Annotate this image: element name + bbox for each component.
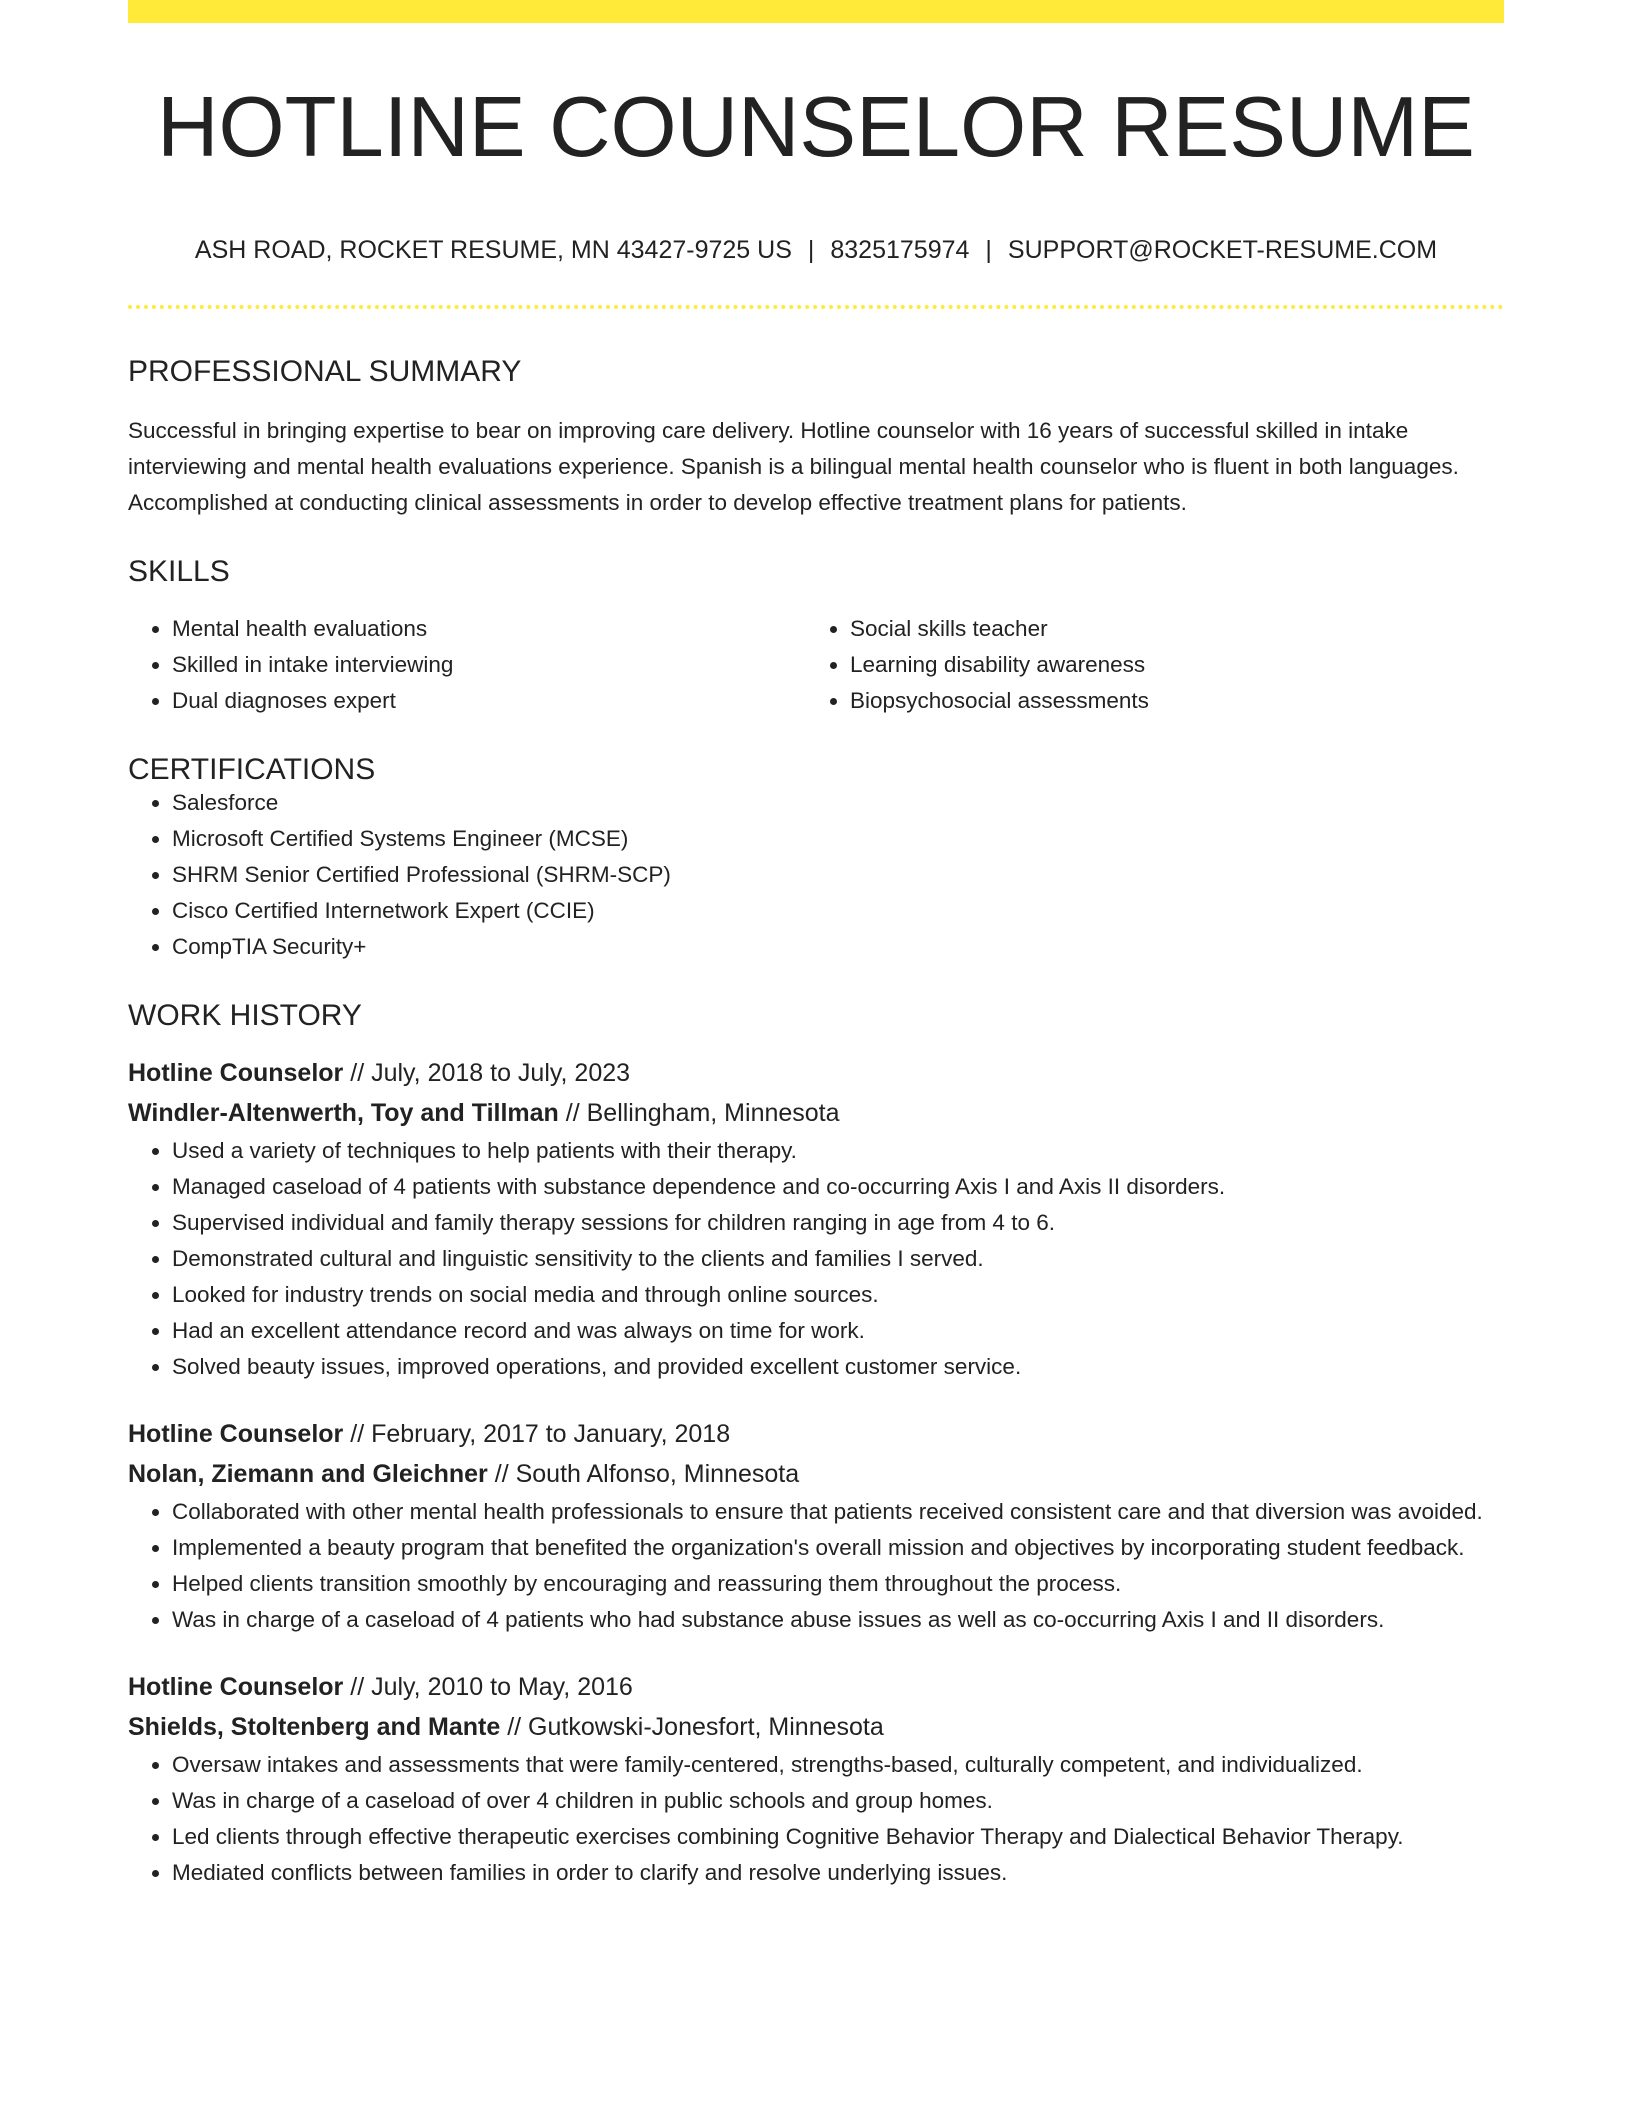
skills-heading: SKILLS: [128, 555, 230, 588]
job-role: Hotline Counselor: [128, 1673, 344, 1701]
job-role: Hotline Counselor: [128, 1059, 344, 1087]
skill-item: • Skilled in intake interviewing: [172, 647, 806, 683]
job-company: Windler-Altenwerth, Toy and Tillman: [128, 1099, 559, 1127]
job-title-line: [128, 1667, 1504, 1707]
job-bullet: • Led clients through effective therapeutic exercises combining Cognitive Behavior Therapy and Dialectical Behavior Therapy.: [172, 1819, 1504, 1855]
job-company-line: [128, 1707, 1504, 1747]
skill-item: • Mental health evaluations: [172, 611, 806, 647]
dotted-divider: [128, 305, 1504, 309]
job-title-line: [128, 1414, 1504, 1454]
contact-line: [128, 238, 1504, 263]
work-history-heading: WORK HISTORY: [128, 999, 362, 1032]
job-bullet: • Looked for industry trends on social media and through online sources.: [172, 1277, 1504, 1313]
job-bullet: • Solved beauty issues, improved operations, and provided excellent customer service.: [172, 1349, 1504, 1385]
contact-separator: |: [807, 236, 815, 264]
job-bullet: • Managed caseload of 4 patients with substance dependence and co-occurring Axis I and Axis II disorders.: [172, 1169, 1504, 1205]
job-company: Shields, Stoltenberg and Mante: [128, 1713, 501, 1741]
job-title-line: [128, 1053, 1504, 1093]
skill-item: • Biopsychosocial assessments: [850, 683, 1484, 719]
certification-item: • Microsoft Certified Systems Engineer (MCSE): [172, 821, 1504, 857]
certification-item: • SHRM Senior Certified Professional (SHRM-SCP): [172, 857, 1504, 893]
job-location: // Gutkowski-Jonesfort, Minnesota: [500, 1713, 884, 1741]
certification-item: • CompTIA Security+: [172, 929, 1504, 965]
job-dates: // July, 2010 to May, 2016: [343, 1673, 633, 1701]
job-dates: // February, 2017 to January, 2018: [343, 1420, 731, 1448]
job-bullets: [128, 1133, 1504, 1385]
skills-column-right: [806, 611, 1484, 719]
resume-page: [128, 0, 1504, 1891]
contact-separator: |: [985, 236, 992, 264]
resume-title: HOTLINE COUNSELOR RESUME: [157, 80, 1475, 175]
certification-item: • Salesforce: [172, 785, 1504, 821]
job-bullet: • Helped clients transition smoothly by encouraging and reassuring them throughout the process.: [172, 1566, 1504, 1602]
job-company-line: [128, 1093, 1504, 1133]
job-bullet: • Supervised individual and family therapy sessions for children ranging in age from 4 to 6.: [172, 1205, 1504, 1241]
job-location: // Bellingham, Minnesota: [558, 1099, 840, 1127]
job-bullet: • Collaborated with other mental health professionals to ensure that patients received consistent care and that diversion was avoided.: [172, 1494, 1504, 1530]
job-bullets: [128, 1494, 1504, 1638]
summary-text: Successful in bringing expertise to bear on improving care delivery. Hotline counselor with 16 years of successful skilled in intake interviewing and mental health evaluations experience. Spanish is a bilingual mental health counselor who is fluent in both languages. Accomplished at conducting clinical assessments in order to develop effective treatment plans for patients.: [128, 418, 1459, 515]
skill-item: • Social skills teacher: [850, 611, 1484, 647]
skills-grid: [128, 611, 1504, 719]
skills-column-left: [128, 611, 806, 719]
job-bullet: • Had an excellent attendance record and was always on time for work.: [172, 1313, 1504, 1349]
certifications-list: [128, 785, 1504, 965]
contact-phone: 8325175974: [830, 236, 970, 264]
job-bullet: • Demonstrated cultural and linguistic sensitivity to the clients and families I served.: [172, 1241, 1504, 1277]
summary-heading: PROFESSIONAL SUMMARY: [128, 355, 522, 388]
job-bullet: • Was in charge of a caseload of 4 patients who had substance abuse issues as well as co-occurring Axis I and II disorders.: [172, 1602, 1504, 1638]
job-bullet: • Mediated conflicts between families in order to clarify and resolve underlying issues.: [172, 1855, 1504, 1891]
job-bullet: • Implemented a beauty program that benefited the organization's overall mission and objectives by incorporating student feedback.: [172, 1530, 1504, 1566]
job-company: Nolan, Ziemann and Gleichner: [128, 1460, 488, 1488]
job-bullet: • Used a variety of techniques to help patients with their therapy.: [172, 1133, 1504, 1169]
job-location: // South Alfonso, Minnesota: [487, 1460, 800, 1488]
job-bullet: • Oversaw intakes and assessments that were family-centered, strengths-based, culturally competent, and individualized.: [172, 1747, 1504, 1783]
job-bullets: [128, 1747, 1504, 1891]
certifications-heading: CERTIFICATIONS: [128, 753, 376, 786]
accent-top-bar: [128, 0, 1504, 23]
skill-item: • Learning disability awareness: [850, 647, 1484, 683]
job-role: Hotline Counselor: [128, 1420, 344, 1448]
job-dates: // July, 2018 to July, 2023: [343, 1059, 631, 1087]
job-company-line: [128, 1454, 1504, 1494]
contact-email: SUPPORT@ROCKET-RESUME.COM: [1007, 236, 1438, 264]
job-bullet: • Was in charge of a caseload of over 4 children in public schools and group homes.: [172, 1783, 1504, 1819]
certification-item: • Cisco Certified Internetwork Expert (CCIE): [172, 893, 1504, 929]
contact-address: ASH ROAD, ROCKET RESUME, MN 43427-9725 US: [194, 236, 792, 264]
skill-item: • Dual diagnoses expert: [172, 683, 806, 719]
